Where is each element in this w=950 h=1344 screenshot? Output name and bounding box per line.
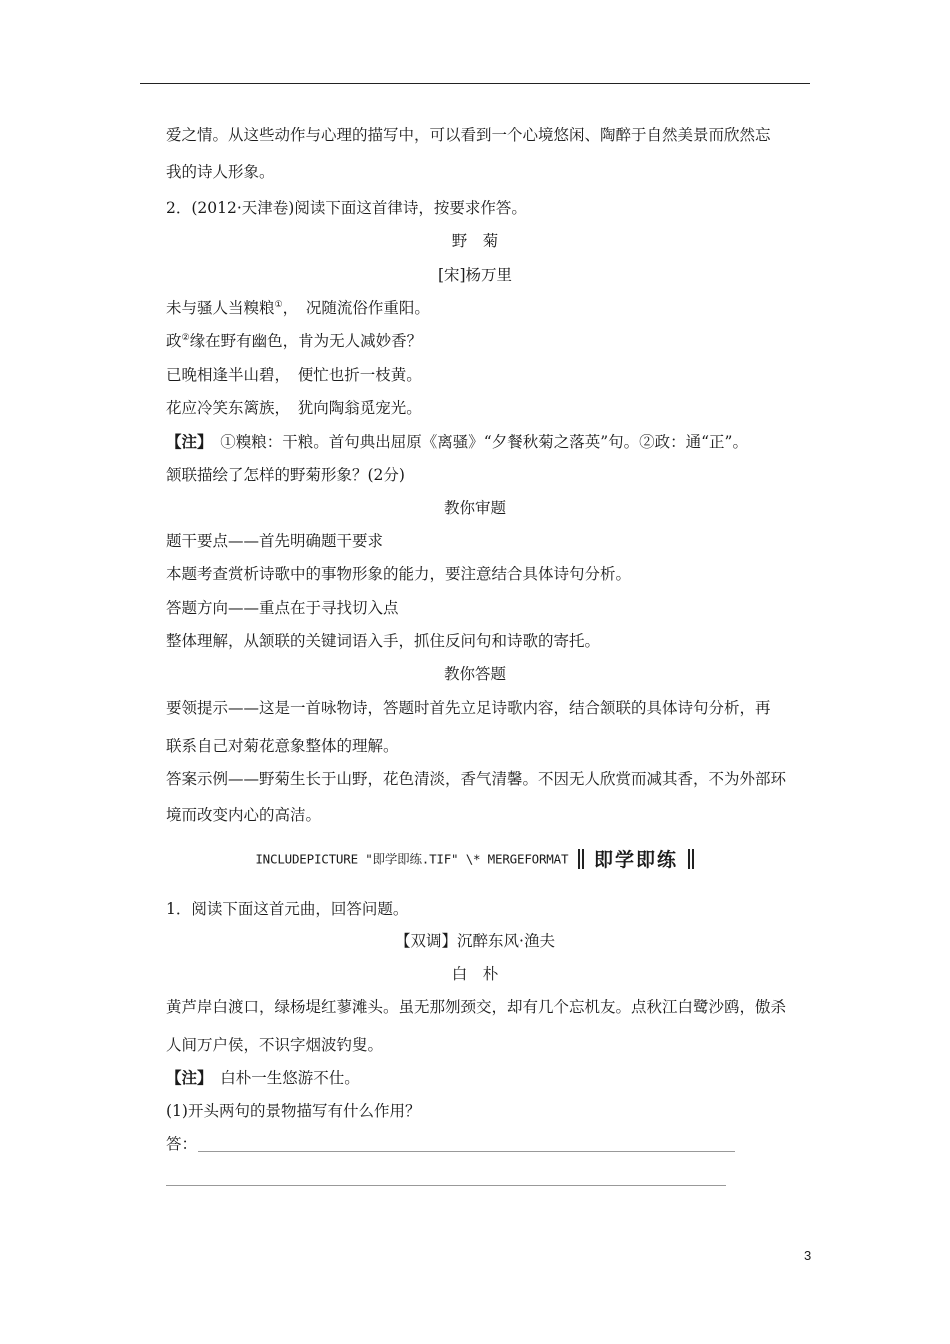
poem-line-text: 缘在野有幽色，肯为无人减妙香？ <box>189 332 423 350</box>
note-text: 白朴一生悠游不仕。 <box>204 1069 360 1087</box>
poem-title: 【双调】沉醉东风·渔夫 <box>395 932 555 950</box>
text-line: 我的诗人形象。 <box>166 163 275 181</box>
exercise-header: 1．阅读下面这首元曲，回答问题。 <box>166 900 409 918</box>
header-rule <box>140 83 810 84</box>
poem-title: 野 菊 <box>451 232 499 250</box>
question-header: 2．(2012·天津卷)阅读下面这首律诗，按要求作答。 <box>166 199 527 217</box>
include-picture-row <box>0 845 950 872</box>
answer-text: 联系自己对菊花意象整体的理解。 <box>166 737 399 755</box>
note-text: ①糗粮：干粮。首句典出屈原《离骚》“夕餐秋菊之落英”句。②政：通“正”。 <box>204 433 748 451</box>
poem-text: 黄芦岸白渡口，绿杨堤红蓼滩头。虽无那刎颈交，却有几个忘机友。点秋江白鹭沙鸥，傲杀 <box>166 998 787 1016</box>
review-text: 整体理解，从颔联的关键词语入手，抓住反问句和诗歌的寄托。 <box>166 632 601 650</box>
answer-text: 答案示例——野菊生长于山野，花色清淡，香气清馨。不因无人欣赏而减其香，不为外部环 <box>166 770 787 788</box>
poem-line-text: 未与骚人当糗粮 <box>166 299 275 317</box>
poem-text: 人间万户侯，不识字烟波钓叟。 <box>166 1036 384 1054</box>
answer-blank-line[interactable] <box>166 1185 726 1186</box>
poem-line <box>166 297 430 319</box>
text-line: 爱之情。从这些动作与心理的描写中，可以看到一个心境悠闲、陶醉于自然美景而欣然忘 <box>166 126 771 144</box>
poem-line: 花应冷笑东篱族， 犹向陶翁觅宠光。 <box>166 399 422 417</box>
note-line <box>166 431 748 453</box>
poem-author: 白 朴 <box>451 965 499 983</box>
poem-author: [宋]杨万里 <box>437 266 513 284</box>
note-line <box>166 1067 360 1089</box>
poem-line <box>166 330 422 352</box>
poem-line-text: ， 况随流俗作重阳。 <box>282 299 430 317</box>
poem-line-text: 政 <box>166 332 182 350</box>
review-text: 本题考查赏析诗歌中的事物形象的能力，要注意结合具体诗句分析。 <box>166 565 632 583</box>
sub-question: (1)开头两句的景物描写有什么作用？ <box>166 1102 421 1120</box>
note-label: 【注】 <box>166 1068 205 1087</box>
answer-text: 境而改变内心的高洁。 <box>166 806 322 824</box>
badge-label: 即学即练 <box>594 849 679 871</box>
answer-text: 要领提示——这是一首咏物诗，答题时首先立足诗歌内容，结合颔联的具体诗句分析，再 <box>166 699 771 717</box>
answer-label: 答： <box>166 1135 198 1153</box>
review-heading: 题干要点——首先明确题干要求 <box>166 532 384 550</box>
page-number: 3 <box>804 1248 812 1263</box>
include-field-code: INCLUDEPICTURE "即学即练.TIF" \* MERGEFORMAT <box>255 851 569 867</box>
answer-blank-line[interactable] <box>198 1151 735 1152</box>
note-label: 【注】 <box>166 432 205 451</box>
footnote-marker: ② <box>181 332 190 343</box>
section-heading: 教你审题 <box>443 499 506 517</box>
poem-line: 已晚相逢半山碧， 便忙也折一枝黄。 <box>166 366 422 384</box>
section-badge <box>577 845 694 872</box>
question-text: 颔联描绘了怎样的野菊形象？(2分) <box>166 466 405 484</box>
section-heading: 教你答题 <box>443 665 506 683</box>
footnote-marker: ① <box>274 299 283 310</box>
review-heading: 答题方向——重点在于寻找切入点 <box>166 599 399 617</box>
